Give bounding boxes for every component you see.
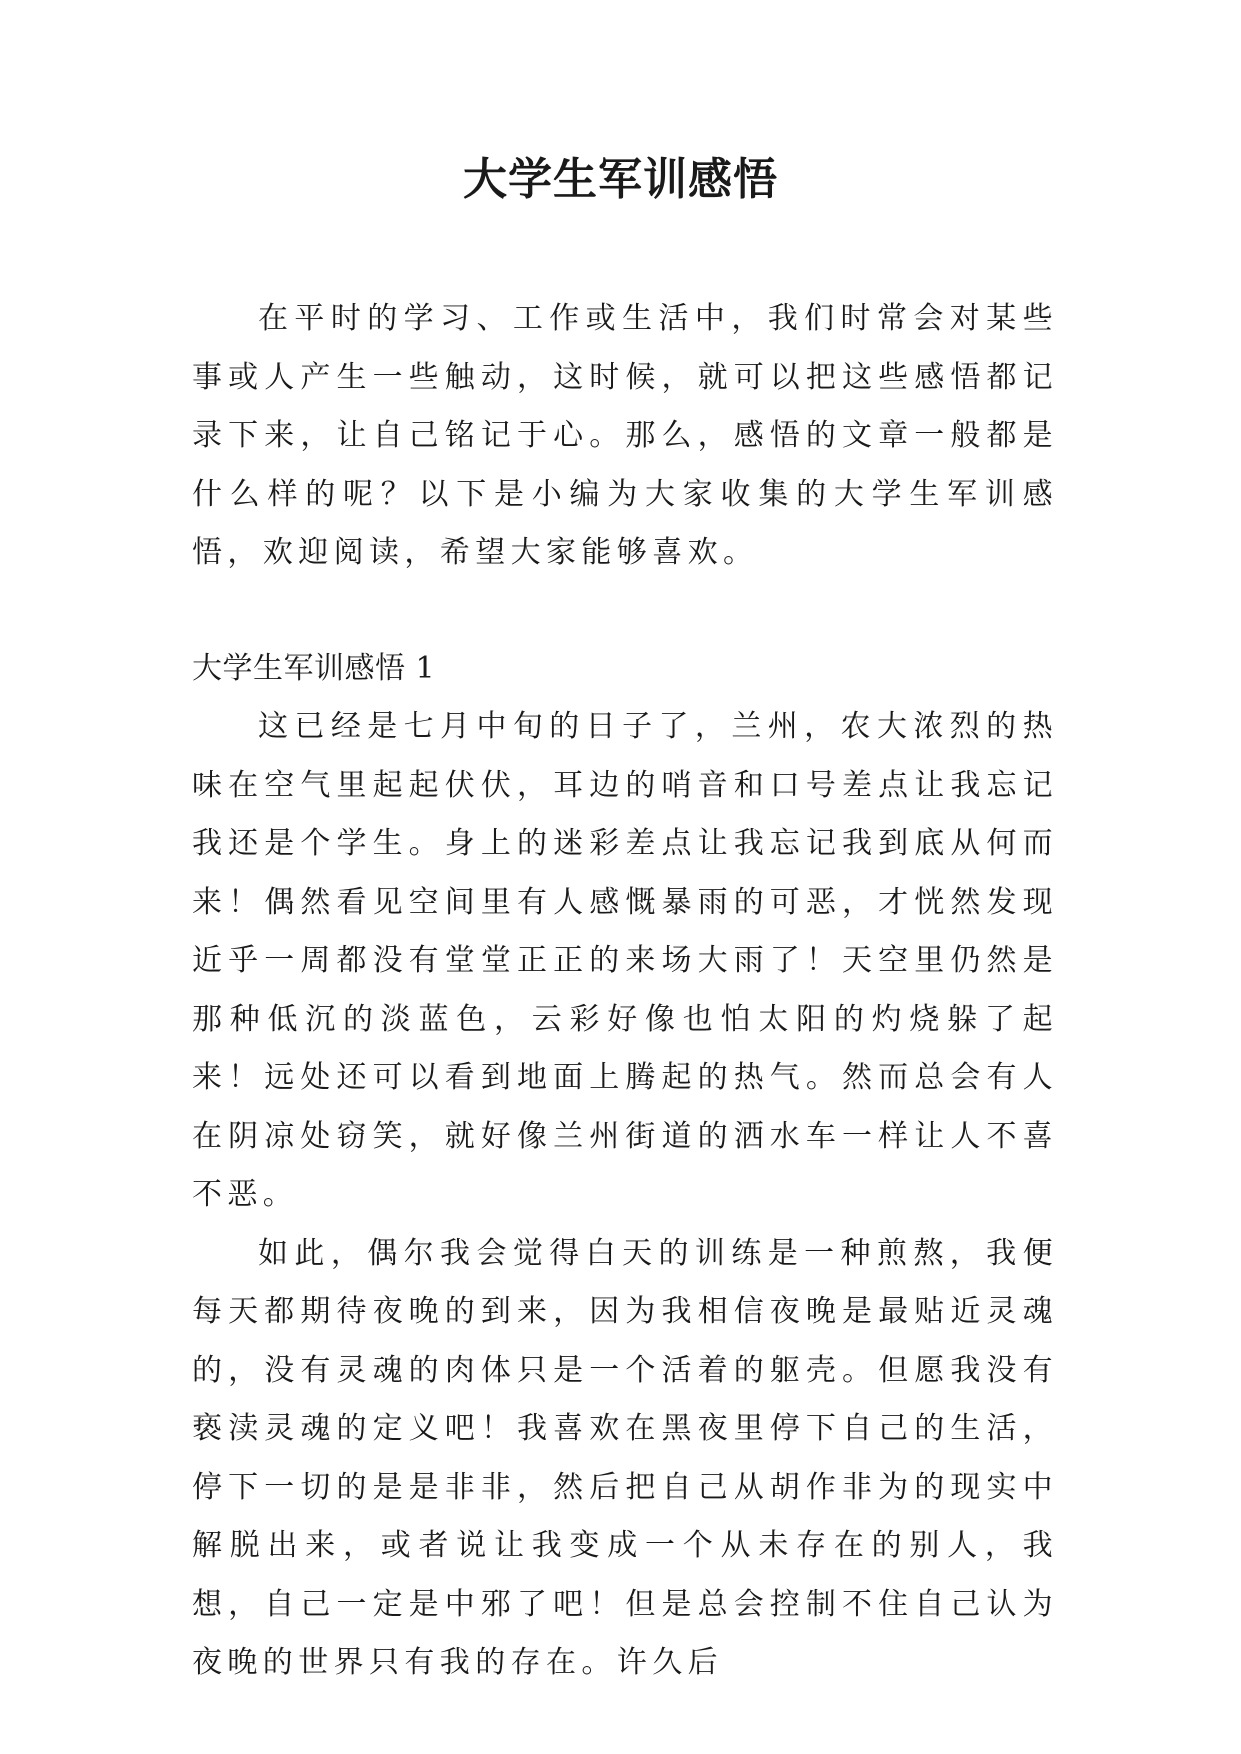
body-paragraph: 这已经是七月中旬的日子了，兰州，农大浓烈的热味在空气里起起伏伏，耳边的哨音和口号差点让我忘记我还是个学生。身上的迷彩差点让我忘记我到底从何而来！偶然看见空间里有人感慨暴雨的可恶，才恍然发现近乎一周都没有堂堂正正的来场大雨了！天空里仍然是那种低沉的淡蓝色，云彩好像也怕太阳的灼烧躲了起来！远处还可以看到地面上腾起的热气。然而总会有人在阴凉处窃笑，就好像兰州街道的洒水车一样让人不喜不恶。 [192, 709, 1058, 1212]
section-heading: 大学生军训感悟 1 [192, 651, 436, 686]
document-title: 大学生军训感悟 [463, 154, 778, 205]
section-body [192, 698, 1058, 1693]
intro-paragraph: 在平时的学习、工作或生活中，我们时常会对某些事或人产生一些触动，这时候，就可以把这些感悟都记录下来，让自己铭记于心。那么，感悟的文章一般都是什么样的呢？以下是小编为大家收集的大学生军训感悟，欢迎阅读，希望大家能够喜欢。 [192, 301, 1058, 570]
intro-section [192, 290, 1058, 583]
body-paragraph: 如此，偶尔我会觉得白天的训练是一种煎熬，我便每天都期待夜晚的到来，因为我相信夜晚是最贴近灵魂的，没有灵魂的肉体只是一个活着的躯壳。但愿我没有亵渎灵魂的定义吧！我喜欢在黑夜里停下自己的生活，停下一切的是是非非，然后把自己从胡作非为的现实中解脱出来，或者说让我变成一个从未存在的别人，我想，自己一定是中邪了吧！但是总会控制不住自己认为夜晚的世界只有我的存在。许久后 [192, 1235, 1058, 1680]
